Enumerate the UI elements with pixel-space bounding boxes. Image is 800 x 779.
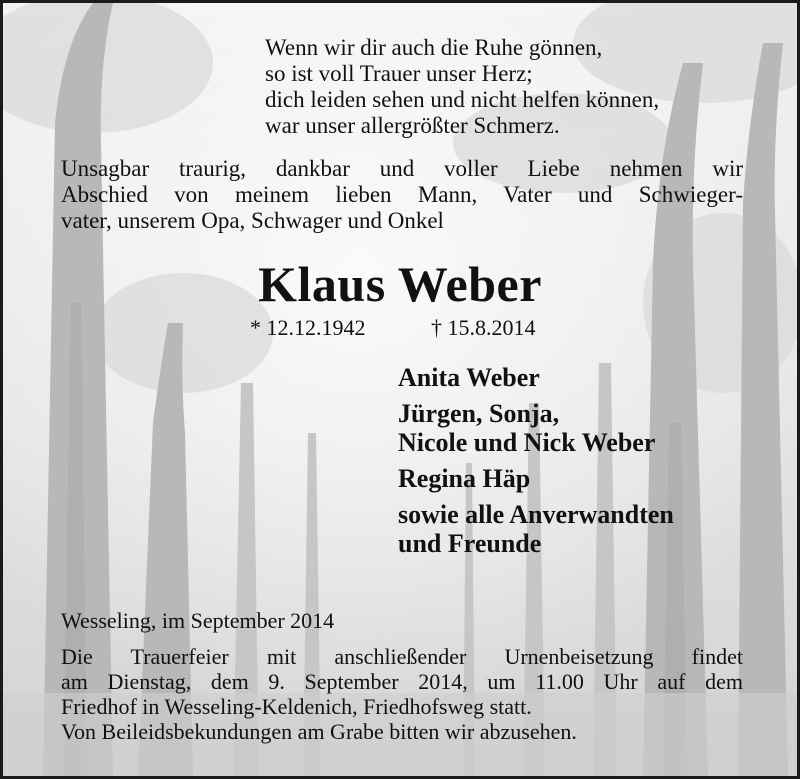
obituary-content (3, 3, 797, 776)
mourner-group (398, 500, 674, 558)
intro-line: Unsagbar traurig, dankbar und voller Liebe nehmen wir (61, 156, 743, 181)
mourner-group (398, 464, 674, 493)
life-dates (3, 315, 797, 345)
poem-line: Wenn wir dir auch die Ruhe gönnen, (265, 35, 603, 60)
poem-line: so ist voll Trauer unser Herz; (265, 61, 533, 86)
mourner-line: sowie alle Anverwandten (398, 500, 674, 529)
notice-line: Von Beileidsbekundungen am Grabe bitten wir abzusehen. (61, 719, 577, 744)
mourners-list (398, 363, 674, 565)
mourner-group (398, 363, 674, 392)
mourner-line: Nicole und Nick Weber (398, 428, 656, 457)
mourner-line: Anita Weber (398, 363, 540, 392)
birth-date: * 12.12.1942 (250, 315, 366, 340)
intro-line: Abschied von meinem lieben Mann, Vater und Schwieger- (61, 182, 743, 207)
poem-line: war unser allergrößter Schmerz. (265, 113, 560, 138)
death-date: † 15.8.2014 (431, 315, 536, 340)
mourner-line: Regina Häp (398, 464, 531, 493)
intro-line: vater, unserem Opa, Schwager und Onkel (61, 208, 444, 233)
place-and-date: Wesseling, im September 2014 (61, 608, 335, 633)
poem-line: dich leiden sehen und nicht helfen können, (265, 87, 660, 112)
notice-line: am Dienstag, dem 9. September 2014, um 11.00 Uhr auf dem (61, 669, 743, 694)
poem (265, 35, 659, 139)
mourner-line: und Freunde (398, 529, 542, 558)
mourner-line: Jürgen, Sonja, (398, 399, 560, 428)
mourner-group (398, 399, 674, 457)
intro-paragraph (61, 156, 743, 234)
notice-line: Die Trauerfeier mit anschließender Urnenbeisetzung findet (61, 644, 743, 669)
deceased-name: Klaus Weber (258, 256, 542, 312)
notice-line: Friedhof in Wesseling-Keldenich, Friedhofsweg statt. (61, 694, 532, 719)
funeral-notice (61, 644, 743, 744)
